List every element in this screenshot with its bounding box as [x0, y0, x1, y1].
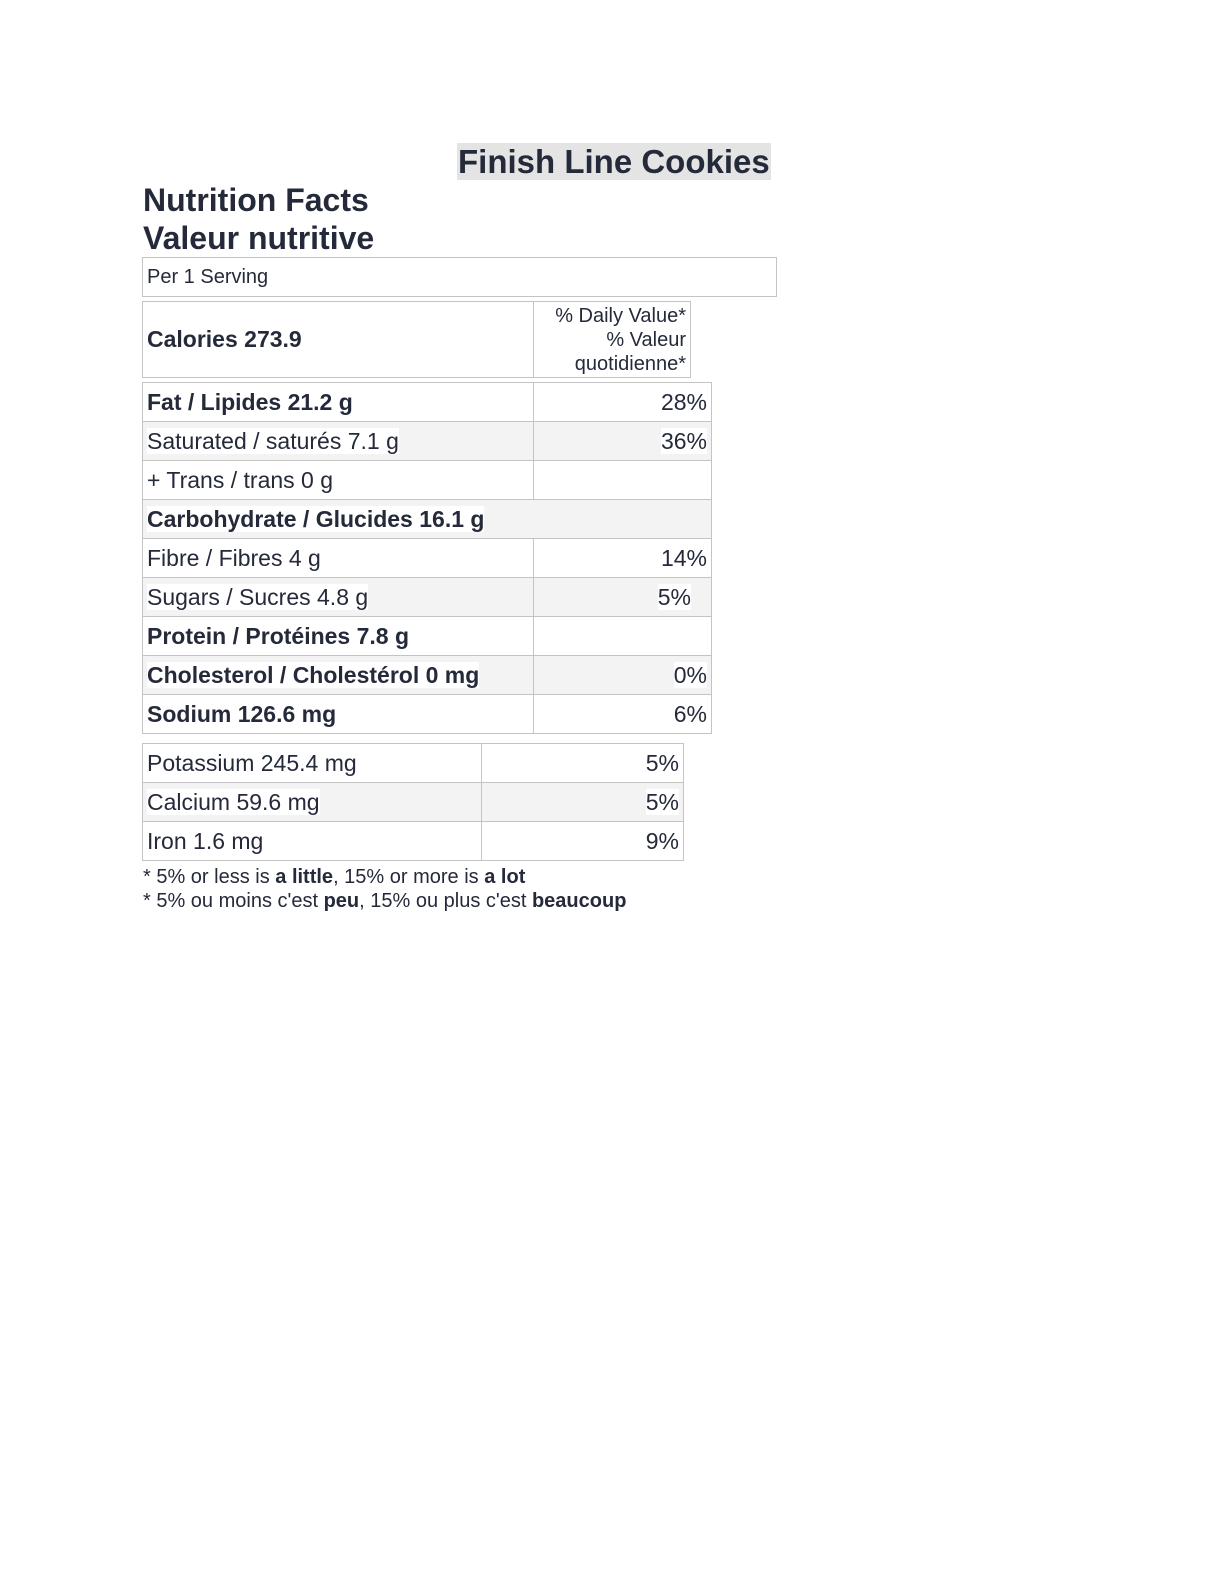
calories-table — [142, 301, 691, 378]
dv-header-en: % Daily Value* — [555, 304, 686, 327]
nutrient-percent — [534, 461, 712, 500]
nutrient-label: Cholesterol / Cholestérol 0 mg — [143, 656, 534, 695]
footnote-french: * 5% ou moins c'est peu, 15% ou plus c'est beaucoup — [143, 890, 627, 912]
mineral-row — [143, 822, 684, 861]
serving-table — [142, 257, 777, 297]
nutrient-row — [143, 500, 712, 539]
nutrient-row — [143, 656, 712, 695]
nutrient-label: + Trans / trans 0 g — [143, 461, 534, 500]
nutrient-label: Saturated / saturés 7.1 g — [143, 422, 534, 461]
dv-header-fr-1: % Valeur — [606, 328, 686, 351]
nutrient-row — [143, 383, 712, 422]
nutrient-percent: 36% — [534, 422, 712, 461]
calories-value: Calories 273.9 — [143, 302, 534, 378]
nutrient-label: Sugars / Sucres 4.8 g — [143, 578, 534, 617]
mineral-label: Iron 1.6 mg — [143, 822, 482, 861]
nutrient-percent: 0% — [534, 656, 712, 695]
nutrient-percent: 6% — [534, 695, 712, 734]
daily-value-header — [534, 302, 691, 378]
nutrient-row — [143, 422, 712, 461]
nutrients-table — [142, 382, 712, 734]
nutrient-label: Fat / Lipides 21.2 g — [143, 383, 534, 422]
nutrient-percent — [534, 617, 712, 656]
nutrient-label: Sodium 126.6 mg — [143, 695, 534, 734]
nutrient-row — [143, 695, 712, 734]
mineral-percent: 9% — [482, 822, 684, 861]
nutrient-row — [143, 539, 712, 578]
footnote-english: * 5% or less is a little, 15% or more is a lot — [143, 866, 526, 888]
product-title: Finish Line Cookies — [458, 143, 770, 180]
nutrient-label: Fibre / Fibres 4 g — [143, 539, 534, 578]
dv-header-fr-2: quotidienne* — [574, 352, 686, 375]
valeur-nutritive-heading: Valeur nutritive — [143, 220, 375, 256]
nutrient-label: Carbohydrate / Glucides 16.1 g — [143, 500, 712, 539]
nutrition-facts-heading: Nutrition Facts — [143, 182, 369, 218]
mineral-row — [143, 783, 684, 822]
mineral-row — [143, 744, 684, 783]
nutrient-percent: 28% — [534, 383, 712, 422]
nutrient-row — [143, 461, 712, 500]
mineral-percent: 5% — [482, 783, 684, 822]
nutrient-label: Protein / Protéines 7.8 g — [143, 617, 534, 656]
nutrient-row — [143, 617, 712, 656]
serving-size: Per 1 Serving — [143, 258, 777, 297]
minerals-table — [142, 743, 684, 861]
mineral-label: Potassium 245.4 mg — [143, 744, 482, 783]
mineral-percent: 5% — [482, 744, 684, 783]
nutrient-row — [143, 578, 712, 617]
nutrient-percent: 14% — [534, 539, 712, 578]
nutrient-percent: 5% — [534, 578, 712, 617]
mineral-label: Calcium 59.6 mg — [143, 783, 482, 822]
